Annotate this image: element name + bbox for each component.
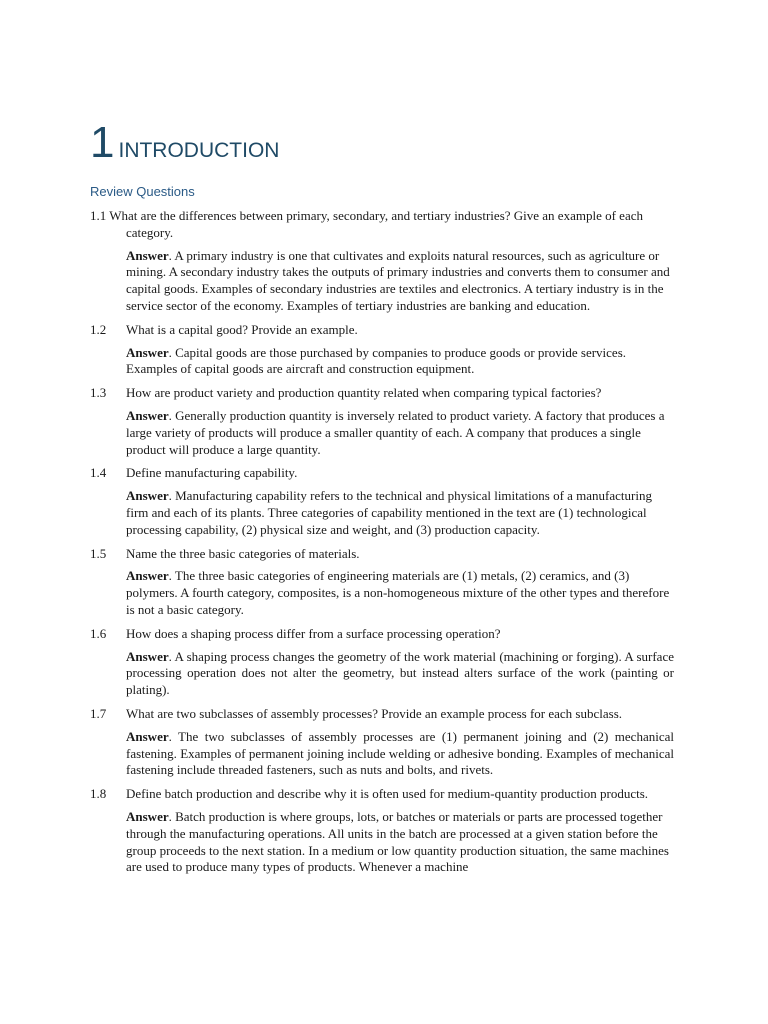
question-text: What are two subclasses of assembly processes? Provide an example process for each subclass. [126, 705, 623, 721]
answer [126, 345, 674, 379]
answer-label: Answer [126, 568, 169, 584]
qa-item [90, 626, 674, 699]
question-text: What is a capital good? Provide an example. [126, 321, 358, 337]
question [90, 786, 674, 803]
question-number: 1.5 [90, 545, 107, 561]
answer-text: . A primary industry is one that cultivates and exploits natural resources, such as agriculture or mining. A secondary industry takes the outputs of primary industries and converts them to consumer and capital goods. Examples of secondary industries are textiles and electronics. A tertiary industry is in the service sector of the economy. Examples of tertiary industries are banking and education. [126, 247, 670, 313]
answer-text: . Capital goods are those purchased by companies to produce goods or provide services. Examples of capital goods are aircraft and construction equipment. [126, 344, 627, 377]
question-text: Define manufacturing capability. [126, 465, 298, 481]
question-number: 1.3 [90, 385, 107, 401]
answer-text: . The two subclasses of assembly processes are (1) permanent joining and (2) mechanical fastening. Examples of permanent joining include welding or adhesive bonding. Examples of mechanical fastening include threaded fasteners, such as nuts and bolts, and rivets. [126, 728, 674, 778]
answer [126, 408, 674, 458]
answer [126, 729, 674, 779]
answer [126, 568, 674, 618]
answer [126, 649, 674, 699]
answer [126, 488, 674, 538]
question-number: 1.8 [90, 786, 107, 802]
question [90, 706, 674, 723]
answer-text: . Generally production quantity is inversely related to product variety. A factory that produces a large variety of products will produce a smaller quantity of each. A company that produces a single product will produce a large quantity. [126, 407, 665, 457]
qa-item [90, 208, 674, 315]
answer-label: Answer [126, 344, 169, 360]
answer-text: . The three basic categories of engineering materials are (1) metals, (2) ceramics, and (3) polymers. A fourth category, composites, is a non-homogeneous mixture of the other types and therefore is not a basic category. [126, 568, 670, 617]
question-number: 1.4 [90, 465, 107, 481]
question-number: 1.6 [90, 625, 107, 641]
section-heading: Review Questions [90, 184, 195, 199]
answer-label: Answer [126, 808, 169, 824]
answer-label: Answer [126, 407, 169, 423]
answer-label: Answer [126, 648, 169, 664]
question-number: 1.2 [90, 321, 107, 337]
qa-item [90, 322, 674, 378]
question-number: 1.7 [90, 705, 107, 721]
answer-label: Answer [126, 728, 169, 744]
question-text: Define batch production and describe why it is often used for medium-quantity production products. [126, 786, 649, 802]
review-questions-list [90, 208, 674, 883]
answer [126, 248, 674, 315]
chapter-heading [90, 118, 279, 168]
question [90, 546, 674, 563]
qa-item [90, 706, 674, 779]
question [90, 322, 674, 339]
chapter-title: INTRODUCTION [118, 139, 280, 162]
qa-item [90, 786, 674, 876]
question-text: What are the differences between primary, secondary, and tertiary industries? Give an example of each category. [109, 208, 643, 240]
question-number: 1.1 [90, 208, 107, 223]
qa-item [90, 465, 674, 538]
question [90, 385, 674, 402]
answer-text: . A shaping process changes the geometry of the work material (machining or forging). A surface processing operation does not alter the geometry, but instead alters surface of the work (painting or plating). [126, 648, 674, 698]
chapter-number: 1 [90, 118, 115, 167]
qa-item [90, 546, 674, 619]
question-text: How does a shaping process differ from a surface processing operation? [126, 625, 501, 641]
answer-text: . Batch production is where groups, lots, or batches or materials or parts are processed together through the manufacturing operations. All units in the batch are processed at a given station before the group proceeds to the next station. In a medium or low quantity production situation, the same machines are used to produce many types of products. Whenever a machine [126, 808, 669, 875]
answer [126, 809, 674, 876]
question [90, 465, 674, 482]
answer-text: . Manufacturing capability refers to the technical and physical limitations of a manufacturing firm and each of its plants. Three categories of capability mentioned in the text are (1) technological processing capability, (2) physical size and weight, and (3) production capacity. [126, 488, 652, 537]
question-text: How are product variety and production quantity related when comparing typical factories? [126, 385, 602, 401]
question [90, 626, 674, 643]
answer-label: Answer [126, 488, 169, 504]
answer-label: Answer [126, 247, 169, 263]
question-text: Name the three basic categories of materials. [126, 545, 360, 561]
qa-item [90, 385, 674, 458]
question [90, 208, 674, 242]
